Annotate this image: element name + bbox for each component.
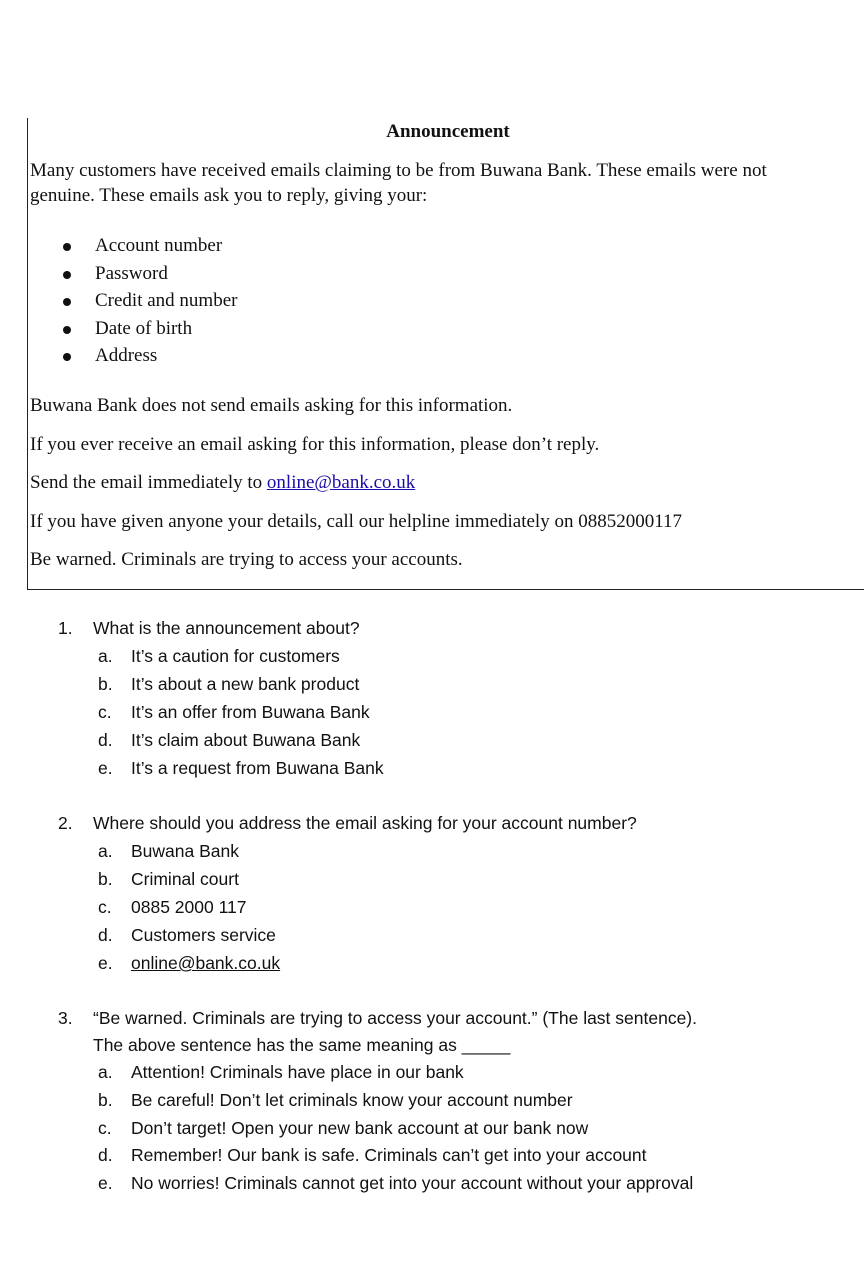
list-item: Address bbox=[28, 342, 237, 370]
email-link[interactable]: online@bank.co.uk bbox=[131, 953, 281, 973]
helpline-notice: If you have given anyone your details, call our helpline immediately on 08852000117 bbox=[30, 511, 682, 532]
report-email-link[interactable]: online@bank.co.uk bbox=[266, 472, 416, 493]
bullet-icon bbox=[63, 353, 71, 361]
bullet-icon bbox=[63, 271, 71, 279]
bullet-icon bbox=[63, 326, 71, 334]
list-item: Credit and number bbox=[28, 287, 237, 315]
list-item: Date of birth bbox=[28, 315, 237, 343]
bullet-icon bbox=[63, 298, 71, 306]
question-text: “Be warned. Criminals are trying to access your account.” (The last sentence). bbox=[93, 1008, 697, 1028]
no-email-notice: Buwana Bank does not send emails asking for this information. bbox=[30, 395, 513, 416]
question-text: What is the announcement about? bbox=[93, 618, 360, 638]
do-not-reply-notice: If you ever receive an email asking for this information, please don’t reply. bbox=[30, 434, 600, 455]
list-item: Account number bbox=[28, 232, 237, 260]
list-item: Password bbox=[28, 260, 237, 288]
question-text: Where should you address the email asking for your account number? bbox=[93, 813, 637, 833]
bullet-icon bbox=[63, 243, 71, 251]
announcement-title: Announcement bbox=[386, 121, 510, 142]
question-text-continued: The above sentence has the same meaning as _____ bbox=[93, 1035, 511, 1055]
requested-info-list bbox=[28, 232, 237, 370]
announcement-box bbox=[27, 118, 864, 590]
warning-notice: Be warned. Criminals are trying to access your accounts. bbox=[30, 549, 463, 570]
forward-email-notice: Send the email immediately to online@bank.co.uk bbox=[30, 472, 416, 493]
announcement-intro: Many customers have received emails claiming to be from Buwana Bank. These emails were not genuine. These emails ask you to reply, giving your: bbox=[30, 160, 767, 206]
